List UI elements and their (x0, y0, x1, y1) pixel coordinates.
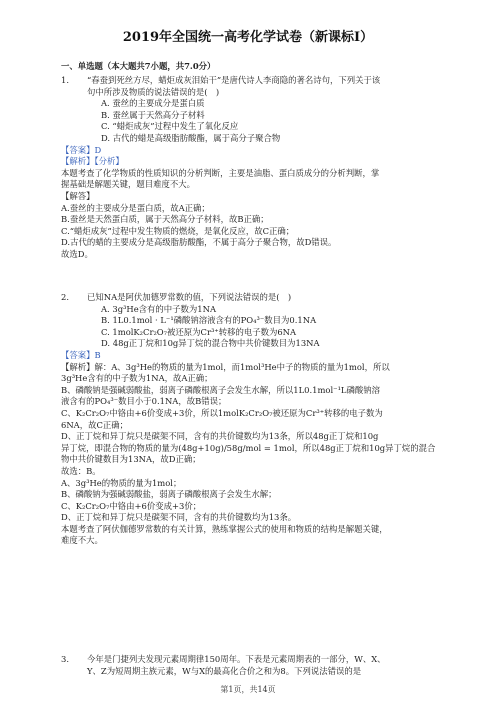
question-stem: “春蚕到死丝方尽，蜡炬成灰泪始干”是唐代诗人李商隐的著名诗句，下列关于该 (87, 75, 381, 85)
analysis-line: C、K₂Cr₂O₇中铬由+6价变成+3价； (61, 500, 202, 511)
option-d: D. 古代的蜡是高级脂肪酸酯，属于高分子聚合物 (101, 132, 281, 143)
question-stem: 已知NA是阿伏加德罗常数的值，下列说法错误的是( ) (87, 292, 292, 302)
analysis-line: A、3g³He的物质的量为1mol； (61, 477, 182, 488)
analysis-line: 本题考查了化学物质的性质知识的分析判断，主要是油脂、蛋白质成分的分析判断，掌 (61, 167, 380, 178)
analysis-line: B.蚕丝是天然蛋白质，属于天然高分子材料，故B正确； (61, 214, 269, 225)
analysis-label: 【解析】【分析】 (61, 156, 124, 167)
question-number: 3. (61, 654, 69, 664)
analysis-line: 难度不大。 (61, 535, 103, 546)
answer-label: 【答案】D (61, 144, 102, 155)
analysis-line: 故选：B。 (61, 465, 101, 476)
option-a: A. 3g³He含有的中子数为1NA (101, 303, 217, 314)
analysis-line: C.“蜡炬成灰”过程中发生物质的燃烧，是氧化反应，故C正确； (61, 225, 295, 236)
question-2 (61, 292, 438, 547)
analysis-line: 【解答】 (61, 190, 95, 201)
question-stem: 今年是门捷列夫发现元素周期律150周年。下表是元素周期表的一部分，W、X、 (87, 654, 386, 664)
question-number: 2. (61, 292, 69, 302)
analysis-line: 异丁烷，即混合物的物质的量为(48g+10g)/58g/mol = 1mol，所以48g正丁烷和10g异丁烷的混合 (61, 442, 436, 453)
answer-label: 【答案】B (61, 349, 101, 360)
option-d: D. 48g正丁烷和10g异丁烷的混合物中共价键数目为13NA (101, 338, 320, 349)
analysis-line: D、正丁烷和异丁烷只是碳架不同，含有的共价键数均为13条。 (61, 512, 297, 523)
analysis-line: D、正丁烷和异丁烷只是碳架不同，含有的共价键数均为13条，所以48g正丁烷和10g (61, 431, 379, 442)
option-b: B. 蚕丝属于天然高分子材料 (101, 109, 205, 120)
analysis-line: 物中共价键数目为13NA，故D正确； (61, 454, 201, 465)
analysis-line: 本题考查了阿伏伽德罗常数的有关计算，熟练掌握公式的使用和物质的结构是解题关键， (61, 523, 388, 534)
analysis-line: D.古代的蜡的主要成分是高级脂肪酸酯，不属于高分子聚合物，故D错误。 (61, 237, 337, 248)
analysis-line: 【解析】解：A、3g³He的物质的量为1mol，而1mol³He中子的物质的量为1mol，所以 (61, 361, 390, 372)
analysis-line: 3g³He含有的中子数为1NA，故A正确； (61, 373, 213, 384)
section-heading: 一、单选题（本大题共7小题，共7.0分） (61, 61, 216, 71)
analysis-line: A.蚕丝的主要成分是蛋白质，故A正确； (61, 202, 210, 213)
option-a: A. 蚕丝的主要成分是蛋白质 (101, 98, 205, 109)
analysis-line: B、磷酸钠为强碱弱酸盐，弱离子磷酸根离子会发生水解； (61, 489, 277, 500)
page-title: 2019年全国统一高考化学试卷（新课标Ⅰ） (122, 30, 374, 45)
question-1 (61, 75, 438, 261)
question-3 (61, 654, 438, 677)
question-stem: Y、Z为短周期主族元素，W与X的最高化合价之和为8。下列说法错误的是 (87, 665, 362, 676)
analysis-line: 液含有的PO₄³⁻数目小于0.1NA，故B错误； (61, 396, 227, 407)
option-c: C. “蜡炬成灰”过程中发生了氧化反应 (101, 121, 239, 132)
analysis-line: C、K₂Cr₂O₇中铬由+6价变成+3价，所以1molK₂Cr₂O₇被还原为Cr³⁺转移的电子数为 (61, 407, 383, 418)
analysis-line: 故选D。 (61, 248, 93, 259)
page-footer: 第1页，共14页 (220, 685, 276, 694)
option-c: C. 1molK₂Cr₂O₇被还原为Cr³⁺转移的电子数为6NA (101, 326, 297, 337)
question-stem: 句中所涉及物质的说法错误的是( ) (87, 86, 220, 97)
question-number: 1. (61, 75, 69, 85)
option-b: B. 1L0.1mol · L⁻¹磷酸钠溶液含有的PO₄³⁻数目为0.1NA (101, 315, 317, 326)
analysis-line: 6NA，故C正确； (61, 419, 128, 430)
analysis-line: B、磷酸钠是强碱弱酸盐，弱离子磷酸根离子会发生水解，所以1L0.1mol⁻¹L磷酸钠溶 (61, 384, 380, 395)
analysis-line: 握基础是解题关键，题目难度不大。 (61, 179, 195, 190)
